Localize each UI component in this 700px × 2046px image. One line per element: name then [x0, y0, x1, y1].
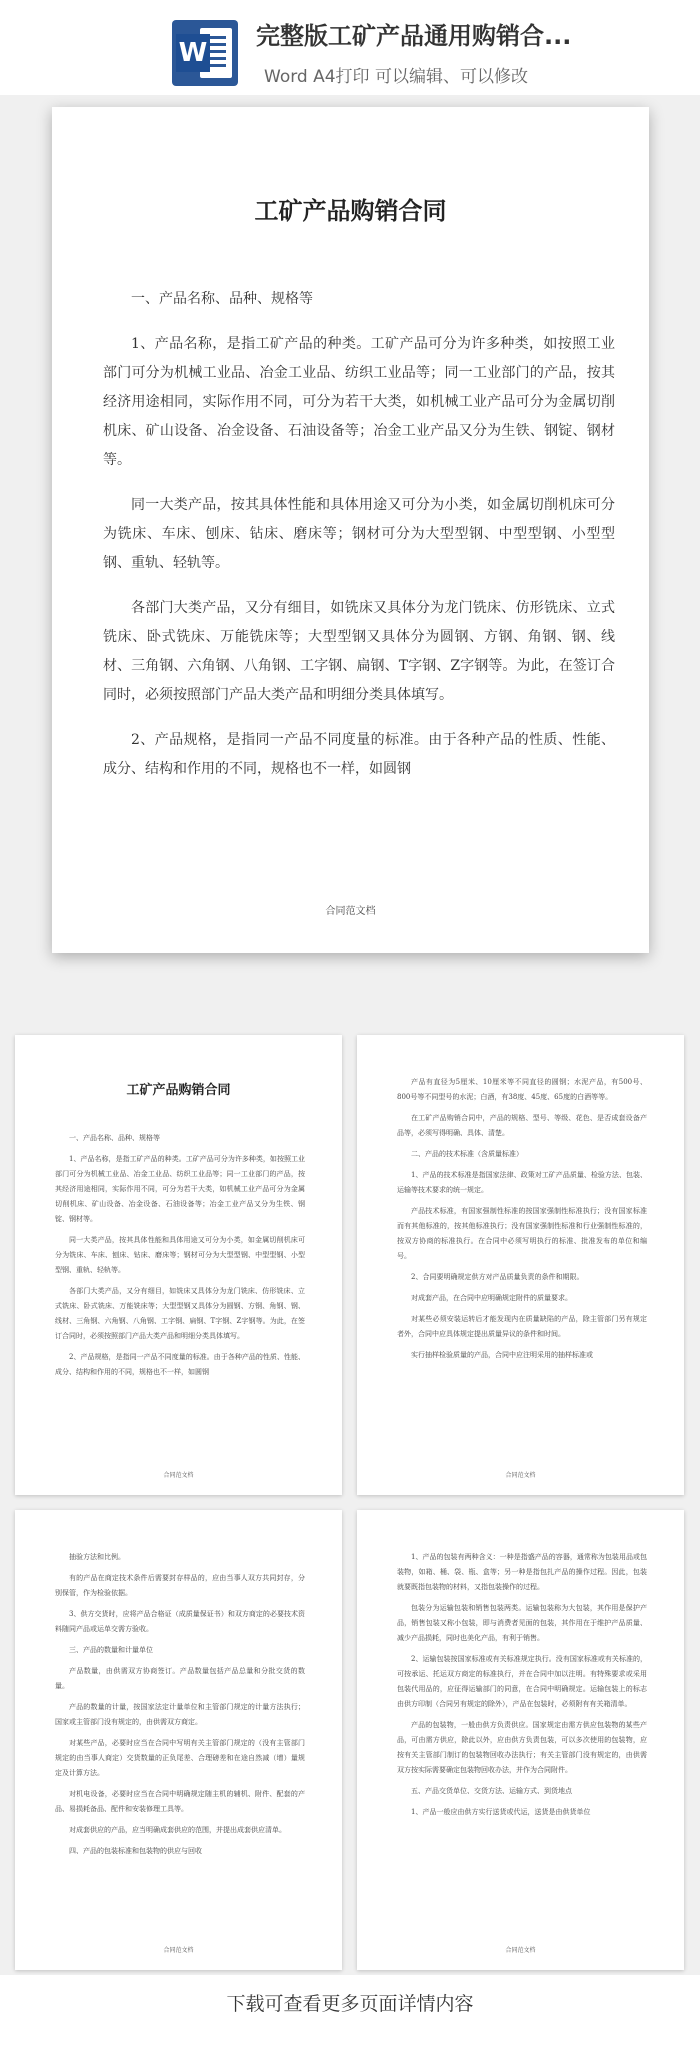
paragraph: 一、产品名称、品种、规格等: [69, 1134, 160, 1142]
paragraph: 产品数量，由供需双方协商签订。产品数量包括产品总量和分批交货的数量。: [55, 1667, 305, 1690]
paragraph: 同一大类产品，按其具体性能和具体用途又可分为小类，如金属切削机床可分为铣床、车床、刨床、钻床、磨床等；钢材可分为大型型钢、中型型钢、小型型钢、重轨、轻轨等。: [55, 1236, 305, 1274]
bottom-banner[interactable]: [0, 1975, 700, 2046]
paragraph: 对成套供应的产品，应当明确成套供应的范围，并提出成套供应清单。: [69, 1826, 286, 1834]
page-thumbnail-1[interactable]: [15, 1035, 342, 1495]
paragraph: 抽验方法和比例。: [69, 1553, 125, 1561]
paragraph: 对机电设备，必要时应当在合同中明确规定随主机的辅机、附件、配套的产品、易损耗备品、配件和安装修理工具等。: [55, 1790, 305, 1813]
contract-title: 工矿产品购销合同: [254, 197, 447, 225]
paragraph: 有的产品在商定技术条件后需要封存样品的，应由当事人双方共同封存，分别保管，作为检验依据。: [55, 1574, 305, 1597]
paragraph: 1、产品名称，是指工矿产品的种类。工矿产品可分为许多种类，如按照工业部门可分为机械工业品、冶金工业品、纺织工业品等；同一工业部门的产品，按其经济用途相同，实际作用不同，可分为若干大类，如机械工业产品可分为金属切削机床、矿山设备、冶金设备、石油设备等；冶金工业产品又分为生铁、钢锭、钢材等。: [103, 336, 615, 468]
paragraph: 产品有直径为5厘米、10厘米等不同直径的圆钢；水泥产品，有500号、800号等不同型号的水泥；白酒，有38度、45度、65度的白酒等等。: [397, 1078, 647, 1101]
paragraph: 一、产品名称、品种、规格等: [131, 291, 313, 307]
paragraph: 包装分为运输包装和销售包装两类。运输包装称为大包装，其作用是保护产品，销售包装又称小包装，即与消费者见面的包装，其作用在于维护产品质量、减少产品损耗，同时也美化产品，有利于销售。: [397, 1604, 647, 1642]
thumb-footer: 合同范文档: [163, 1947, 194, 1954]
paragraph: 各部门大类产品，又分有细目，如铣床又具体分为龙门铣床、仿形铣床、立式铣床、卧式铣床、万能铣床等；大型型钢又具体分为圆钢、方钢、角钢、钢、线材、三角钢、六角钢、八角钢、工字钢、扁钢、T字钢、Z字钢等。为此，在签订合同时，必须按照部门产品大类产品和明细分类具体填写。: [55, 1287, 305, 1340]
paragraph: 二、产品的技术标准（含质量标准）: [411, 1150, 523, 1158]
main-page-preview: [52, 107, 649, 953]
paragraph: 五、产品交货单位、交货方法、运输方式、到货地点: [411, 1787, 572, 1795]
word-document-icon: W: [172, 20, 238, 86]
thumb-footer: 合同范文档: [505, 1472, 536, 1479]
paragraph: 2、产品规格，是指同一产品不同度量的标准。由于各种产品的性质、性能、成分、结构和作用的不同，规格也不一样，如圆钢: [103, 732, 615, 777]
paragraph: 在工矿产品购销合同中，产品的规格、型号、等级、花色、是否成套设备产品等，必须写得明确、具体、清楚。: [397, 1114, 647, 1137]
paragraph: 2、运输包装按国家标准或有关标准规定执行。没有国家标准或有关标准的，可按承运、托运双方商定的标准执行，并在合同中加以注明。有特殊要求或采用包装代用品的，应征得运输部门的同意，在合同中明确规定。运输包装上的标志由供方印制（合同另有规定的除外），产品在包装时，必须附有有关箱清单。: [397, 1655, 647, 1708]
paragraph: 产品的包装物，一般由供方负责供应。国家规定由需方供应包装物的某些产品，可由需方供应，除此以外，应由供方负责包装，可以多次使用的包装物，应按有关主管部门制订的包装物回收办法执行；有关主管部门没有规定的，由供需双方按实际需要确定包装物回收办法，并作为合同附件。: [397, 1721, 647, 1774]
paragraph: 1、产品的包装有两种含义：一种是指盛产品的容器，通常称为包装用品或包装物，如箱、桶、袋、瓶、盒等；另一种是指包扎产品的操作过程。因此，包装就要既指包装物的材料，又指包装操作的过程。: [397, 1553, 647, 1591]
thumb-footer: 合同范文档: [505, 1947, 536, 1954]
paragraph: 对某些产品，必要时应当在合同中写明有关主管部门规定的（没有主管部门规定的由当事人商定）交货数量的正负尾差、合理磅差和在途自然减（增）量规定及计算方法。: [55, 1739, 305, 1777]
paragraph: 3、供方交货时，应将产品合格证（成质量保证书）和双方商定的必要技术资料随同产品或运单交需方验收。: [55, 1610, 305, 1633]
thumb-title: 工矿产品购销合同: [126, 1083, 231, 1098]
header-bar: [0, 0, 700, 95]
paragraph: 三、产品的数量和计量单位: [69, 1646, 153, 1654]
paragraph: 产品的数量的计量，按国家法定计量单位和主管部门规定的计量方法执行；国家或主管部门没有规定的，由供需双方商定。: [55, 1703, 305, 1726]
download-prompt[interactable]: 下载可查看更多页面详情内容: [226, 1993, 474, 2015]
page-thumbnail-2[interactable]: [357, 1035, 684, 1495]
paragraph: 对某些必须安装运转后才能发现内在质量缺陷的产品，除主管部门另有规定者外，合同中应具体规定提出质量异议的条件和时间。: [397, 1315, 647, 1338]
page-thumbnail-4[interactable]: [357, 1510, 684, 1970]
page-thumbnail-3[interactable]: [15, 1510, 342, 1970]
thumb-body: [55, 1131, 305, 1386]
contract-body: [103, 285, 615, 800]
paragraph: 同一大类产品，按其具体性能和具体用途又可分为小类，如金属切削机床可分为铣床、车床、刨床、钻床、磨床等；钢材可分为大型型钢、中型型钢、小型型钢、重轨、轻轨等。: [103, 497, 615, 571]
thumb-footer: 合同范文档: [163, 1472, 194, 1479]
page-footer: 合同范文档: [325, 906, 376, 917]
paragraph: 各部门大类产品，又分有细目，如铣床又具体分为龙门铣床、仿形铣床、立式铣床、卧式铣床、万能铣床等；大型型钢又具体分为圆钢、方钢、角钢、钢、线材、三角钢、六角钢、八角钢、工字钢、扁钢、T字钢、Z字钢等。为此，在签订合同时，必须按照部门产品大类产品和明细分类具体填写。: [103, 600, 615, 703]
paragraph: 1、产品一般应由供方实行送货或代运，送货是由供货单位: [411, 1808, 591, 1816]
document-title: 完整版工矿产品通用购销合...: [256, 22, 572, 50]
paragraph: 对成套产品，在合同中应明确规定附件的质量要求。: [411, 1294, 572, 1302]
paragraph: 2、产品规格，是指同一产品不同度量的标准。由于各种产品的性质、性能、成分、结构和作用的不同，规格也不一样，如圆钢: [55, 1353, 305, 1376]
thumb-body: [397, 1550, 647, 1826]
paragraph: 1、产品名称，是指工矿产品的种类。工矿产品可分为许多种类，如按照工业部门可分为机械工业品、冶金工业品、纺织工业品等；同一工业部门的产品，按其经济用途相同，实际作用不同，可分为若干大类，如机械工业产品可分为金属切削机床、矿山设备、冶金设备、石油设备等；冶金工业产品又分为生铁、钢锭、钢材等。: [55, 1155, 305, 1223]
thumb-body: [397, 1075, 647, 1369]
paragraph: 1、产品的技术标准是指国家法律、政策对工矿产品质量、检验方法、包装、运输等技术要求的统一规定。: [397, 1171, 647, 1194]
paragraph: 四、产品的包装标准和包装物的供应与回收: [69, 1847, 202, 1855]
paragraph: 2、合同要明确规定供方对产品质量负责的条件和期限。: [411, 1273, 584, 1281]
paragraph: 实行抽样检验质量的产品，合同中应注明采用的抽样标准或: [411, 1351, 593, 1359]
thumb-body: [55, 1550, 305, 1865]
paragraph: 产品技术标准，有国家强制性标准的按国家强制性标准执行；没有国家标准而有其他标准的，按其他标准执行；没有国家强制性标准和行业强制性标准的，按双方协商的标准执行。在合同中必须写明执行的标准、批准发布的单位和编号。: [397, 1207, 647, 1260]
document-subtitle: Word A4打印 可以编辑、可以修改: [264, 67, 528, 87]
